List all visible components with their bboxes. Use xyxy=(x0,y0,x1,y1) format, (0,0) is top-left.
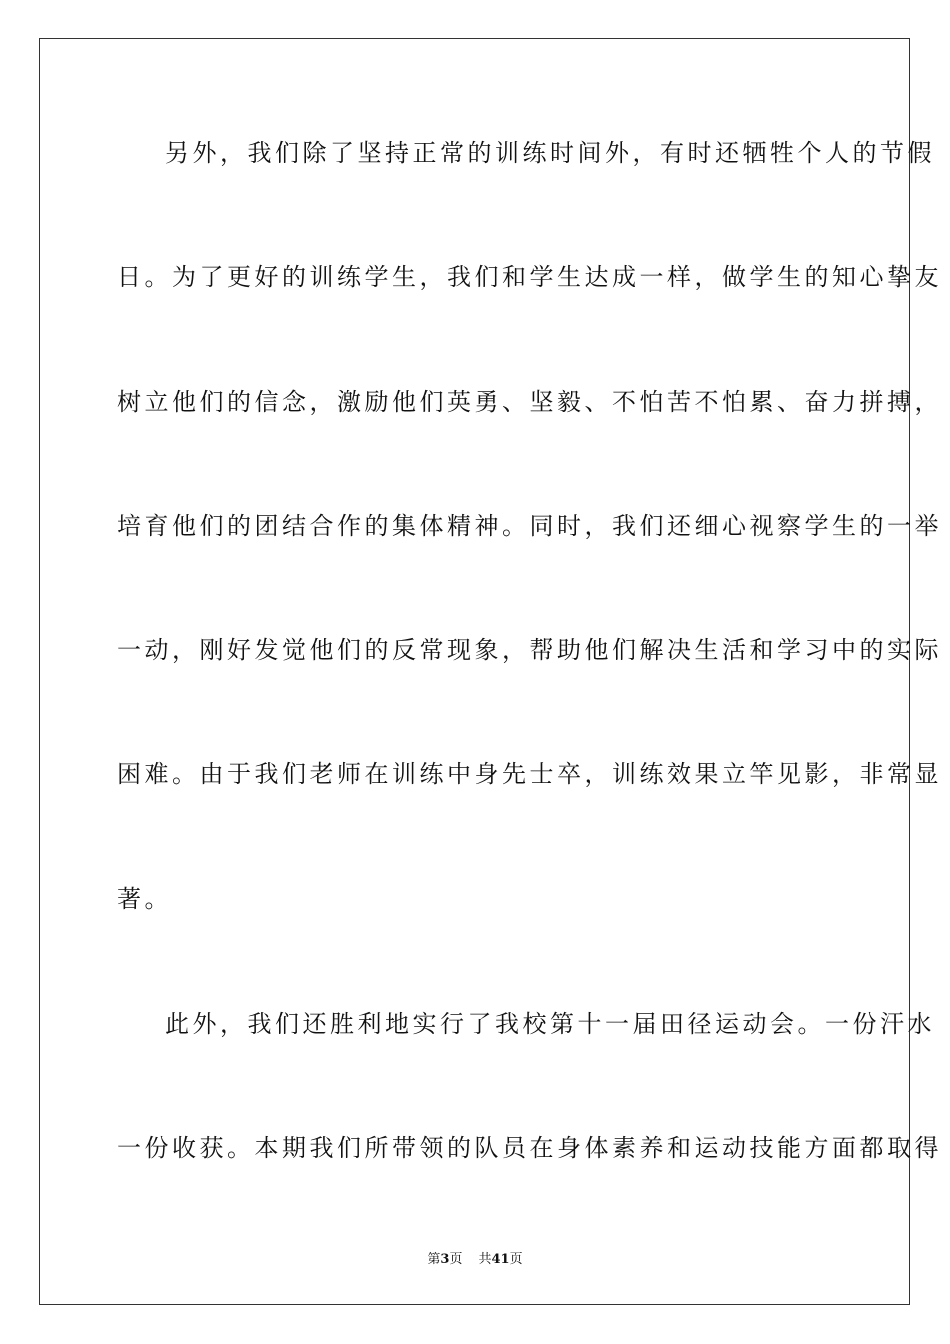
paragraph-line-7: 著。 xyxy=(117,885,172,913)
paragraph-line-6: 困难。由于我们老师在训练中身先士卒，训练效果立竿见影，非常显 xyxy=(117,760,942,788)
paragraph-line-4: 培育他们的团结合作的集体精神。同时，我们还细心视察学生的一举 xyxy=(117,512,942,540)
footer-page-suffix: 页 xyxy=(449,1252,463,1267)
page-border xyxy=(39,38,942,1305)
footer-total-prefix: 共 xyxy=(478,1252,492,1267)
paragraph-line-9: 一份收获。本期我们所带领的队员在身体素养和运动技能方面都取得 xyxy=(117,1134,942,1162)
footer-page-prefix: 第 xyxy=(427,1252,441,1267)
paragraph-line-3: 树立他们的信念，激励他们英勇、坚毅、不怕苦不怕累、奋力拼搏， xyxy=(117,388,942,416)
paragraph-line-2: 日。为了更好的训练学生，我们和学生达成一样，做学生的知心挚友 xyxy=(117,263,942,291)
footer-page-number: 3 xyxy=(440,1252,450,1267)
paragraph-line-1: 另外，我们除了坚持正常的训练时间外，有时还牺牲个人的节假 xyxy=(165,139,935,167)
paragraph-line-8: 此外，我们还胜利地实行了我校第十一届田径运动会。一份汗水 xyxy=(165,1010,935,1038)
footer-total-suffix: 页 xyxy=(509,1252,523,1267)
footer-total-pages: 41 xyxy=(491,1252,510,1267)
page-footer xyxy=(0,1248,950,1267)
paragraph-line-5: 一动，刚好发觉他们的反常现象，帮助他们解决生活和学习中的实际 xyxy=(117,636,942,664)
